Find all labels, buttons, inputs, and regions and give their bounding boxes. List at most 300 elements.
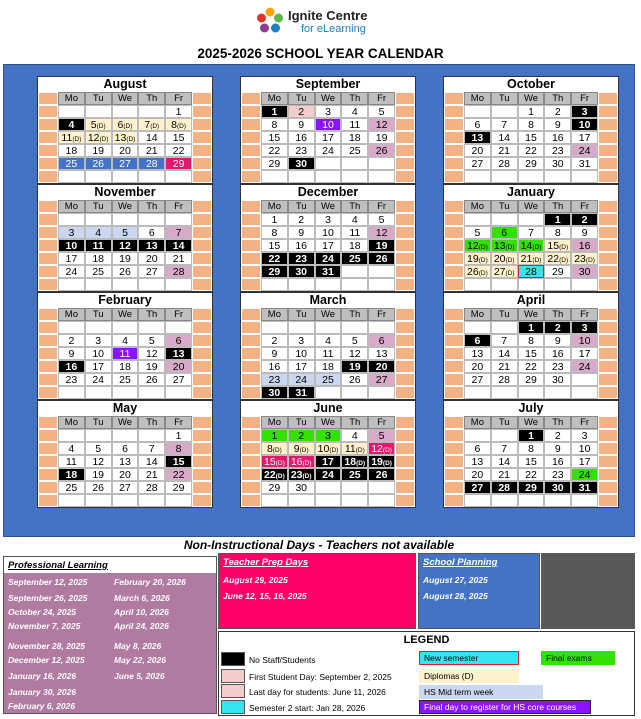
weekend-cell bbox=[395, 252, 415, 265]
weekend-cell bbox=[598, 118, 618, 131]
weekend-cell bbox=[598, 157, 618, 170]
weekend-cell bbox=[395, 360, 415, 373]
weekend-cell bbox=[38, 386, 58, 399]
legend-label: No Staff/Students bbox=[249, 655, 316, 665]
date-cell: 12 bbox=[112, 239, 139, 252]
date-cell: 17 bbox=[58, 252, 85, 265]
date-cell: 21 bbox=[491, 360, 518, 373]
date-cell: 31 bbox=[288, 386, 315, 399]
weekend-cell bbox=[444, 373, 464, 386]
month-february bbox=[37, 292, 213, 400]
weekend-cell bbox=[395, 213, 415, 226]
day-header: Tu bbox=[288, 92, 315, 105]
month-grid bbox=[38, 416, 212, 507]
date-cell bbox=[464, 213, 491, 226]
date-cell: 3 bbox=[315, 105, 342, 118]
diploma-marker: (D) bbox=[72, 136, 82, 143]
date-cell bbox=[315, 481, 342, 494]
day-header: Fr bbox=[571, 416, 598, 429]
date-cell: 5 bbox=[368, 429, 395, 442]
weekend-cell bbox=[241, 105, 261, 118]
professional-learning-heading: Professional Learning bbox=[4, 557, 216, 573]
date-cell bbox=[491, 494, 518, 507]
date-cell: 11(D) bbox=[341, 442, 368, 455]
weekend-cell bbox=[395, 105, 415, 118]
date-cell bbox=[112, 429, 139, 442]
month-april bbox=[443, 292, 619, 400]
date-cell: 20 bbox=[112, 144, 139, 157]
date-cell: 5 bbox=[85, 442, 112, 455]
weekend-cell bbox=[38, 226, 58, 239]
diploma-marker: (D) bbox=[505, 244, 515, 251]
date-cell: 29 bbox=[165, 157, 192, 170]
diploma-marker: (D) bbox=[96, 123, 106, 130]
date-cell: 13 bbox=[112, 455, 139, 468]
date-cell: 20 bbox=[464, 468, 491, 481]
month-grid bbox=[444, 92, 618, 183]
date-cell bbox=[341, 321, 368, 334]
date-cell: 21 bbox=[138, 468, 165, 481]
weekend-cell bbox=[598, 239, 618, 252]
weekend-cell bbox=[241, 239, 261, 252]
date-cell bbox=[315, 494, 342, 507]
date-cell: 31 bbox=[571, 157, 598, 170]
legend bbox=[218, 631, 635, 716]
date-cell: 3 bbox=[288, 334, 315, 347]
date-cell: 2 bbox=[571, 213, 598, 226]
day-header: Tu bbox=[85, 200, 112, 213]
grey-filler bbox=[541, 553, 635, 629]
date-cell: 8 bbox=[518, 118, 545, 131]
date-cell: 20 bbox=[464, 360, 491, 373]
professional-learning-date: September 12, 2025 bbox=[8, 577, 88, 587]
date-cell: 27 bbox=[138, 265, 165, 278]
day-header: We bbox=[315, 92, 342, 105]
date-cell: 5 bbox=[368, 213, 395, 226]
day-header: Mo bbox=[464, 200, 491, 213]
weekend-cell bbox=[598, 252, 618, 265]
month-name: September bbox=[295, 77, 361, 91]
weekend-cell bbox=[241, 308, 261, 321]
date-cell bbox=[261, 321, 288, 334]
date-cell bbox=[544, 170, 571, 183]
date-cell: 13 bbox=[165, 347, 192, 360]
date-cell: 20 bbox=[165, 360, 192, 373]
weekend-cell bbox=[241, 265, 261, 278]
day-header: Th bbox=[544, 200, 571, 213]
date-cell: 8 bbox=[518, 442, 545, 455]
date-cell bbox=[58, 321, 85, 334]
date-cell bbox=[368, 481, 395, 494]
date-cell: 10 bbox=[315, 118, 342, 131]
date-cell: 9 bbox=[288, 118, 315, 131]
day-header: Fr bbox=[571, 92, 598, 105]
weekend-cell bbox=[192, 118, 212, 131]
date-cell: 24 bbox=[58, 265, 85, 278]
date-cell: 15 bbox=[165, 131, 192, 144]
weekend-cell bbox=[241, 170, 261, 183]
month-grid bbox=[38, 200, 212, 291]
day-header: Tu bbox=[288, 200, 315, 213]
weekend-cell bbox=[598, 105, 618, 118]
date-cell: 26 bbox=[85, 481, 112, 494]
day-header: Fr bbox=[165, 92, 192, 105]
legend-label: Semester 2 start: Jan 28, 2026 bbox=[249, 703, 366, 713]
date-cell: 1 bbox=[518, 105, 545, 118]
weekend-cell bbox=[241, 481, 261, 494]
date-cell: 2 bbox=[288, 213, 315, 226]
diploma-marker: (D) bbox=[478, 244, 488, 251]
date-cell: 6 bbox=[112, 442, 139, 455]
legend-final-exams: Final exams bbox=[541, 651, 615, 665]
weekend-cell bbox=[241, 92, 261, 105]
date-cell: 17 bbox=[288, 360, 315, 373]
date-cell: 23(D) bbox=[571, 252, 598, 265]
professional-learning-date: February 6, 2026 bbox=[8, 701, 76, 711]
date-cell bbox=[58, 429, 85, 442]
non-instructional-title: Non-Instructional Days - Teachers not available bbox=[183, 538, 455, 552]
weekend-cell bbox=[444, 308, 464, 321]
date-cell: 16 bbox=[544, 455, 571, 468]
date-cell: 8(D) bbox=[165, 118, 192, 131]
date-cell: 27 bbox=[464, 481, 491, 494]
weekend-cell bbox=[38, 278, 58, 291]
date-cell: 28 bbox=[138, 481, 165, 494]
date-cell: 27 bbox=[112, 481, 139, 494]
date-cell: 27 bbox=[464, 157, 491, 170]
diploma-marker: (D) bbox=[532, 257, 542, 264]
diploma-marker: (D) bbox=[532, 244, 542, 251]
date-cell: 4 bbox=[341, 105, 368, 118]
month-name: October bbox=[507, 77, 555, 91]
legend-label: Last day for students: June 11, 2026 bbox=[249, 687, 386, 697]
legend-swatch-pink bbox=[221, 669, 245, 683]
date-cell: 10 bbox=[58, 239, 85, 252]
date-cell: 8 bbox=[165, 442, 192, 455]
date-cell: 20 bbox=[138, 252, 165, 265]
month-september bbox=[240, 76, 416, 184]
date-cell bbox=[464, 105, 491, 118]
legend-final-day-register: Final day to register for HS core courses bbox=[419, 700, 591, 714]
date-cell bbox=[544, 386, 571, 399]
date-cell: 7 bbox=[138, 442, 165, 455]
date-cell: 30 bbox=[544, 373, 571, 386]
date-cell: 10 bbox=[85, 347, 112, 360]
date-cell: 22(D) bbox=[544, 252, 571, 265]
date-cell: 3 bbox=[571, 429, 598, 442]
legend-swatch-cyan bbox=[221, 700, 245, 714]
day-header: Tu bbox=[491, 308, 518, 321]
date-cell bbox=[138, 213, 165, 226]
date-cell bbox=[571, 373, 598, 386]
weekend-cell bbox=[598, 386, 618, 399]
weekend-cell bbox=[241, 321, 261, 334]
date-cell: 3 bbox=[571, 321, 598, 334]
weekend-cell bbox=[395, 144, 415, 157]
day-header: We bbox=[112, 200, 139, 213]
date-cell: 26 bbox=[341, 373, 368, 386]
weekend-cell bbox=[192, 468, 212, 481]
date-cell: 12 bbox=[85, 455, 112, 468]
date-cell: 14 bbox=[138, 131, 165, 144]
date-cell: 6 bbox=[165, 334, 192, 347]
date-cell: 2 bbox=[288, 429, 315, 442]
date-cell bbox=[315, 157, 342, 170]
date-cell bbox=[341, 494, 368, 507]
date-cell: 12 bbox=[368, 118, 395, 131]
weekend-cell bbox=[395, 455, 415, 468]
date-cell bbox=[138, 386, 165, 399]
date-cell: 19 bbox=[85, 468, 112, 481]
date-cell: 30 bbox=[544, 157, 571, 170]
date-cell: 14 bbox=[491, 347, 518, 360]
date-cell bbox=[85, 494, 112, 507]
day-header: Mo bbox=[464, 416, 491, 429]
weekend-cell bbox=[395, 170, 415, 183]
date-cell: 21 bbox=[138, 144, 165, 157]
weekend-cell bbox=[192, 144, 212, 157]
date-cell: 7(D) bbox=[138, 118, 165, 131]
date-cell: 10(D) bbox=[315, 442, 342, 455]
date-cell: 22 bbox=[518, 468, 545, 481]
date-cell: 21 bbox=[491, 468, 518, 481]
date-cell: 14(D) bbox=[518, 239, 545, 252]
date-cell: 4 bbox=[58, 442, 85, 455]
teacher-prep-panel bbox=[218, 553, 416, 629]
day-header: Fr bbox=[368, 92, 395, 105]
weekend-cell bbox=[38, 334, 58, 347]
date-cell: 18 bbox=[341, 131, 368, 144]
day-header: Th bbox=[341, 92, 368, 105]
weekend-cell bbox=[192, 105, 212, 118]
date-cell: 30 bbox=[544, 481, 571, 494]
date-cell: 15 bbox=[518, 455, 545, 468]
diploma-marker: (D) bbox=[176, 123, 187, 130]
weekend-cell bbox=[598, 360, 618, 373]
day-header: Tu bbox=[288, 416, 315, 429]
date-cell: 5 bbox=[464, 226, 491, 239]
date-cell: 30 bbox=[261, 386, 288, 399]
weekend-cell bbox=[444, 157, 464, 170]
weekend-cell bbox=[38, 481, 58, 494]
date-cell: 6 bbox=[464, 118, 491, 131]
weekend-cell bbox=[192, 373, 212, 386]
date-cell bbox=[165, 213, 192, 226]
weekend-cell bbox=[444, 455, 464, 468]
date-cell: 3 bbox=[571, 105, 598, 118]
month-august bbox=[37, 76, 213, 184]
date-cell bbox=[368, 494, 395, 507]
date-cell: 23 bbox=[58, 373, 85, 386]
date-cell bbox=[165, 386, 192, 399]
date-cell: 24 bbox=[571, 468, 598, 481]
date-cell bbox=[85, 170, 112, 183]
date-cell bbox=[85, 429, 112, 442]
weekend-cell bbox=[598, 131, 618, 144]
weekend-cell bbox=[38, 239, 58, 252]
date-cell: 14 bbox=[491, 131, 518, 144]
weekend-cell bbox=[444, 118, 464, 131]
legend-swatch-black bbox=[221, 652, 245, 666]
date-cell: 22(D) bbox=[261, 468, 288, 481]
weekend-cell bbox=[192, 494, 212, 507]
date-cell: 20 bbox=[112, 468, 139, 481]
weekend-cell bbox=[395, 226, 415, 239]
day-header: Mo bbox=[58, 416, 85, 429]
date-cell: 23 bbox=[288, 144, 315, 157]
date-cell: 27(D) bbox=[491, 265, 518, 278]
date-cell: 4 bbox=[112, 334, 139, 347]
diploma-marker: (D) bbox=[126, 136, 136, 143]
date-cell: 29 bbox=[518, 157, 545, 170]
date-cell: 26 bbox=[368, 468, 395, 481]
date-cell: 23(D) bbox=[288, 468, 315, 481]
date-cell: 8(D) bbox=[261, 442, 288, 455]
weekend-cell bbox=[598, 442, 618, 455]
date-cell bbox=[491, 170, 518, 183]
date-cell: 10 bbox=[315, 226, 342, 239]
weekend-cell bbox=[38, 118, 58, 131]
day-header: We bbox=[112, 308, 139, 321]
weekend-cell bbox=[192, 278, 212, 291]
date-cell: 5 bbox=[138, 334, 165, 347]
month-grid bbox=[38, 92, 212, 183]
date-cell: 20(D) bbox=[491, 252, 518, 265]
weekend-cell bbox=[241, 468, 261, 481]
day-header: Tu bbox=[491, 416, 518, 429]
day-header: Th bbox=[544, 92, 571, 105]
date-cell: 13 bbox=[464, 455, 491, 468]
date-cell: 29 bbox=[544, 265, 571, 278]
date-cell: 20 bbox=[368, 360, 395, 373]
date-cell: 16 bbox=[571, 239, 598, 252]
date-cell: 24 bbox=[315, 252, 342, 265]
date-cell: 16 bbox=[288, 131, 315, 144]
weekend-cell bbox=[38, 157, 58, 170]
weekend-cell bbox=[598, 278, 618, 291]
date-cell: 11 bbox=[112, 347, 139, 360]
date-cell: 13 bbox=[464, 347, 491, 360]
date-cell: 24 bbox=[571, 360, 598, 373]
weekend-cell bbox=[444, 252, 464, 265]
diploma-marker: (D) bbox=[123, 123, 133, 130]
weekend-cell bbox=[192, 360, 212, 373]
date-cell: 22 bbox=[518, 360, 545, 373]
date-cell: 12 bbox=[138, 347, 165, 360]
date-cell bbox=[464, 278, 491, 291]
weekend-cell bbox=[38, 170, 58, 183]
weekend-cell bbox=[38, 92, 58, 105]
ignite-logo-icon bbox=[255, 6, 285, 36]
weekend-cell bbox=[598, 468, 618, 481]
date-cell: 8 bbox=[261, 118, 288, 131]
date-cell bbox=[341, 386, 368, 399]
date-cell bbox=[138, 321, 165, 334]
date-cell: 4 bbox=[315, 334, 342, 347]
professional-learning-date: December 12, 2025 bbox=[8, 655, 85, 665]
date-cell: 15 bbox=[518, 347, 545, 360]
professional-learning-date: September 26, 2025 bbox=[8, 593, 88, 603]
date-cell: 26 bbox=[368, 252, 395, 265]
weekend-cell bbox=[444, 334, 464, 347]
day-header: We bbox=[518, 92, 545, 105]
date-cell: 9 bbox=[261, 347, 288, 360]
date-cell: 25 bbox=[58, 157, 85, 170]
date-cell: 1 bbox=[261, 213, 288, 226]
date-cell bbox=[341, 481, 368, 494]
day-header: Tu bbox=[491, 92, 518, 105]
legend-title: LEGEND bbox=[403, 634, 450, 646]
weekend-cell bbox=[598, 347, 618, 360]
date-cell: 1 bbox=[544, 213, 571, 226]
date-cell: 5 bbox=[341, 334, 368, 347]
date-cell bbox=[112, 386, 139, 399]
diploma-marker: (D) bbox=[299, 447, 309, 454]
weekend-cell bbox=[444, 360, 464, 373]
weekend-cell bbox=[192, 321, 212, 334]
weekend-cell bbox=[38, 468, 58, 481]
date-cell bbox=[138, 170, 165, 183]
date-cell bbox=[368, 265, 395, 278]
diploma-marker: (D) bbox=[559, 257, 569, 264]
weekend-cell bbox=[395, 131, 415, 144]
date-cell: 7 bbox=[491, 118, 518, 131]
date-cell: 17 bbox=[571, 131, 598, 144]
weekend-cell bbox=[192, 386, 212, 399]
date-cell: 4 bbox=[58, 118, 85, 131]
diploma-marker: (D) bbox=[150, 123, 160, 130]
month-december bbox=[240, 184, 416, 292]
weekend-cell bbox=[444, 468, 464, 481]
day-header: Fr bbox=[571, 308, 598, 321]
weekend-cell bbox=[38, 416, 58, 429]
weekend-cell bbox=[241, 360, 261, 373]
school-planning-date: August 27, 2025 bbox=[423, 575, 488, 585]
date-cell bbox=[138, 278, 165, 291]
day-header: Mo bbox=[261, 416, 288, 429]
date-cell: 4 bbox=[85, 226, 112, 239]
day-header: Fr bbox=[165, 308, 192, 321]
date-cell: 25 bbox=[341, 144, 368, 157]
date-cell: 23 bbox=[261, 373, 288, 386]
date-cell bbox=[368, 170, 395, 183]
date-cell: 17 bbox=[571, 347, 598, 360]
diploma-marker: (D) bbox=[505, 270, 515, 277]
date-cell: 27 bbox=[165, 373, 192, 386]
date-cell bbox=[112, 321, 139, 334]
weekend-cell bbox=[395, 347, 415, 360]
page-title: 2025-2026 SCHOOL YEAR CALENDAR bbox=[197, 46, 444, 61]
professional-learning-date: June 5, 2026 bbox=[114, 671, 165, 681]
date-cell: 14 bbox=[165, 239, 192, 252]
date-cell: 1 bbox=[261, 105, 288, 118]
date-cell bbox=[571, 494, 598, 507]
weekend-cell bbox=[444, 200, 464, 213]
date-cell: 19(D) bbox=[368, 455, 395, 468]
diploma-marker: (D) bbox=[505, 257, 515, 264]
date-cell bbox=[315, 321, 342, 334]
month-grid bbox=[241, 200, 415, 291]
diploma-marker: (D) bbox=[559, 244, 569, 251]
weekend-cell bbox=[38, 213, 58, 226]
date-cell: 2 bbox=[544, 429, 571, 442]
date-cell: 16 bbox=[261, 360, 288, 373]
day-header: Tu bbox=[491, 200, 518, 213]
month-name: June bbox=[313, 401, 343, 415]
date-cell: 12(D) bbox=[85, 131, 112, 144]
professional-learning-date: January 30, 2026 bbox=[8, 687, 77, 697]
date-cell: 12 bbox=[341, 347, 368, 360]
